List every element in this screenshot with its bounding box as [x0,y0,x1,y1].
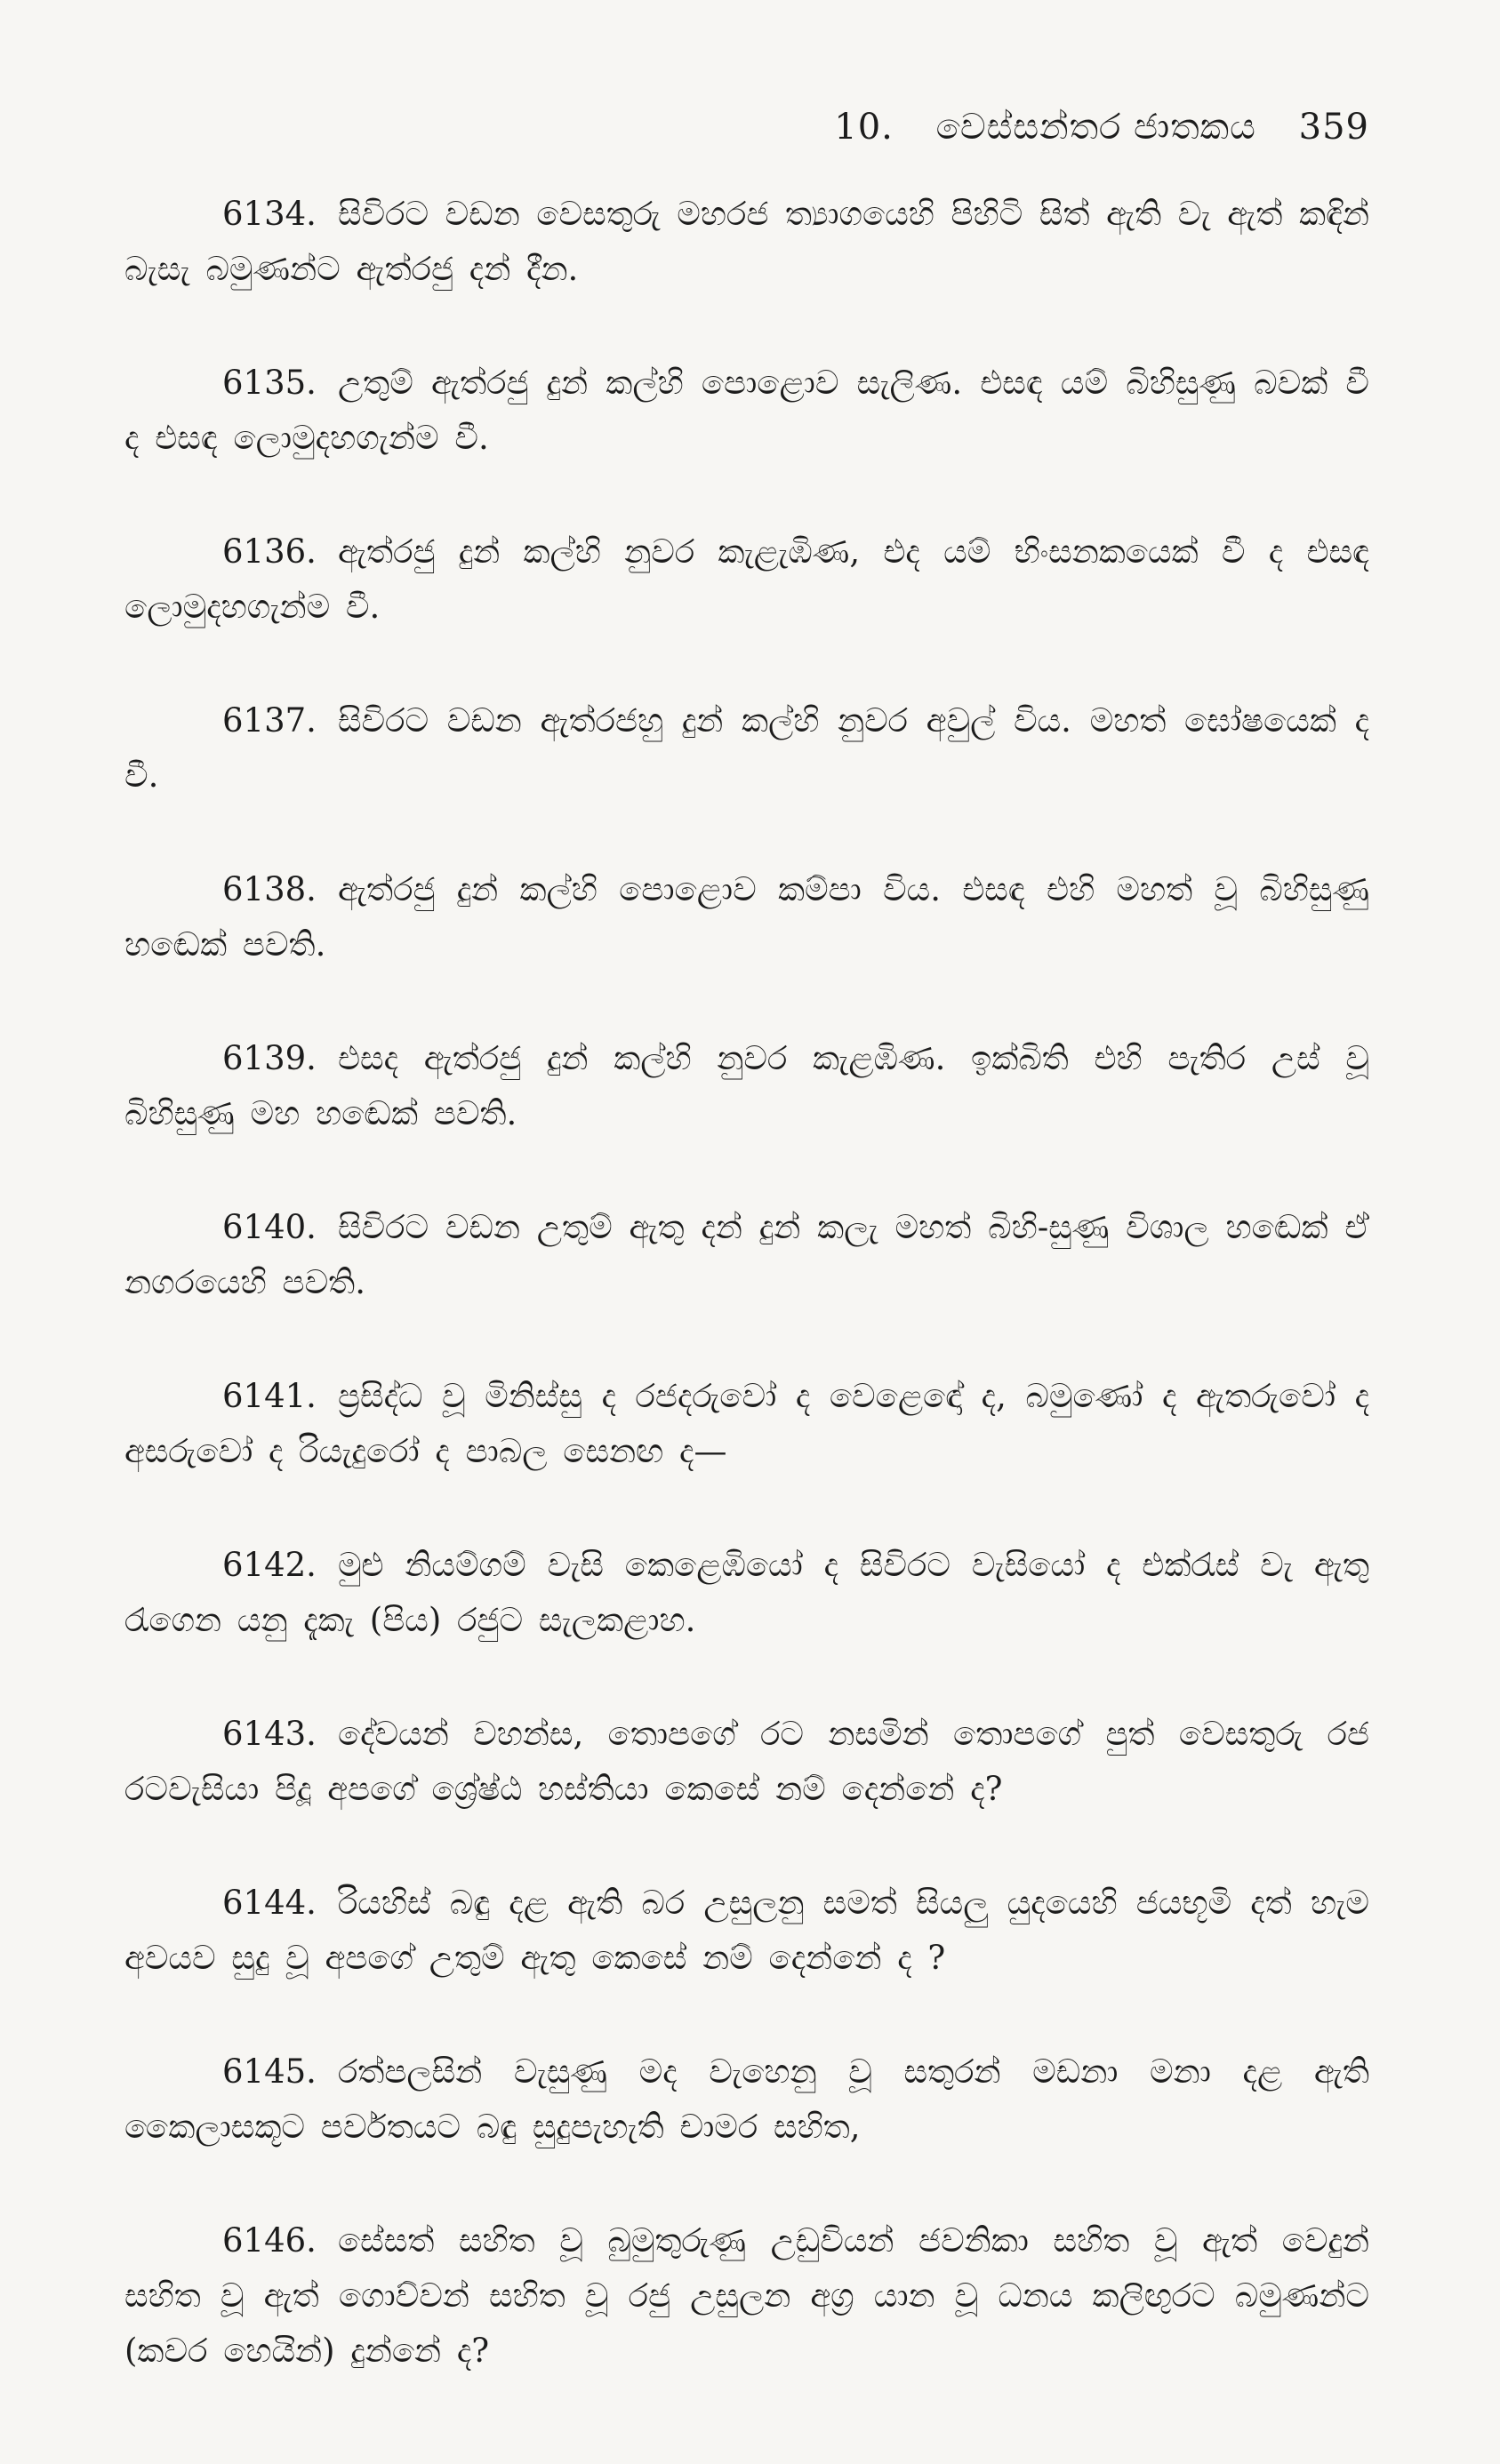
verse-paragraph [124,693,1369,804]
verse-paragraph [124,862,1369,972]
verse-text: ඇත්රජු දුන් කල්හි පොළොව කම්පා විය. එසඳ එහි මහත් වූ බිහිසුණු හඬෙක් පවති. [124,870,1369,964]
verse-paragraph [124,1538,1369,1648]
verse-number: 6140. [222,1208,317,1246]
verse-paragraph [124,1031,1369,1141]
verse-number: 6146. [222,2221,317,2260]
verse-number: 6141. [222,1377,317,1415]
verse-paragraph [124,187,1369,297]
chapter-title: වෙස්සන්තර ජාතකය [935,107,1256,148]
verse-text: සිවිරට වඩන උතුම් ඇතු දන් දුන් කලැ මහත් බිහි-සුණු විශාල හඬෙක් ඒ නගරයෙහි පවති. [124,1208,1369,1301]
verse-paragraph [124,1369,1369,1479]
verse-text: සිවිරට වඩන වෙසතුරු මහරජ ත්‍යාගයෙහි පිහිටි සිත් ඇති වැ ඇත් කඳින් බැසැ බමුණන්ට ඇත්රජු දන් දීන. [124,195,1369,288]
verse-paragraph [124,1876,1369,1986]
verse-number: 6144. [222,1884,317,1922]
verse-paragraph [124,2213,1369,2379]
verse-text: එසද ඇත්රජු දුන් කල්හි නුවර කැළඹිණ. ඉක්බිති එහි පැතිර උස් වූ බිහිසුණු මහ හඬෙක් පවති. [124,1039,1369,1132]
verse-paragraph [124,524,1369,635]
verse-paragraph [124,356,1369,466]
verse-text: මුළු නියම්ගම් වැසි කෙළෙඹියෝ ද සිවිරට වැසියෝ ද එක්රැස් වැ ඇතු රැගෙන යනු දැකැ (පිය) රජුට සැලකළාහ. [124,1546,1369,1639]
verse-text: ඇත්රජු දුන් කල්හි නුවර කැළැඹිණ, එද යම් භිංසනකයෙක් වී ද එසඳ ලොමුදහගැන්ම වී. [124,532,1369,626]
verse-text: ප්‍රසිද්ධ වූ මිනිස්සු ද රජදරුවෝ ද වෙළෙඳෝ ද, බමුණෝ ද ඇතරුවෝ ද අසරුවෝ ද රියැදුරෝ ද පාබල සෙනඟ ද— [124,1377,1369,1470]
verse-paragraph [124,1200,1369,1310]
verse-number: 6143. [222,1715,317,1753]
verse-number: 6138. [222,870,317,908]
verse-text: සේසත් සහිත වූ බුමුතුරුණු උඩුවියන් ජවනිකා සහිත වූ ඇත් වෙදුන් සහිත වූ ඇත් ගොව්වන් සහිත වූ රජු උසුලන අග්‍ර යාන වූ ධනය කලිඟුරට බමුණන්ට (කවර හෙයින්) දුන්නේ ද? [124,2221,1369,2370]
verse-paragraph [124,2044,1369,2155]
chapter-number: 10. [834,107,894,148]
verse-number: 6137. [222,701,317,740]
verse-text: සිවිරට වඩන ඇත්රජහු දුන් කල්හි නුවර අවුල් විය. මහත් ඝෝෂයෙක් ද වී. [124,701,1369,795]
verse-number: 6135. [222,364,317,402]
verse-number: 6139. [222,1039,317,1077]
verse-number: 6145. [222,2052,317,2091]
verse-number: 6134. [222,195,317,233]
running-header [124,107,1369,148]
verse-text: දේවයන් වහන්ස, තොපගේ රට නසමින් තොපගේ පුත් වෙසතුරු රජ රටවැසියා පිදූ අපගේ ශ්‍රේෂ්ඨ හස්තියා කෙසේ නම් දෙන්නේ ද? [124,1715,1369,1808]
page-number: 359 [1298,107,1369,148]
book-page [124,89,1369,2400]
verse-text: රියහිස් බඳු දළ ඇති බර උසුලනු සමත් සියලු යුදයෙහි ජයභූමි දත් හැම අවයව සුදු වූ අපගේ උතුම් ඇතු කෙසේ නම් දෙන්නේ ද ? [124,1884,1369,1977]
verse-number: 6142. [222,1546,317,1584]
verse-paragraph [124,1707,1369,1817]
verse-number: 6136. [222,532,317,571]
verse-text: උතුම් ඇත්රජු දුන් කල්හි පොළොව සැලිණ. එසඳ යම් බිහිසුණු බවක් වී ද එසඳ ලොමුදහගැන්ම වී. [124,364,1369,457]
verse-text: රත්පලසින් වැසුණු මද වැහෙනු වූ සතුරන් මඩනා මනා දළ ඇති කෛලාසකූට පර්වතයට බඳු සුදුපැහැති චාමර සහිත, [124,2052,1369,2146]
verse-list [124,187,1369,2437]
